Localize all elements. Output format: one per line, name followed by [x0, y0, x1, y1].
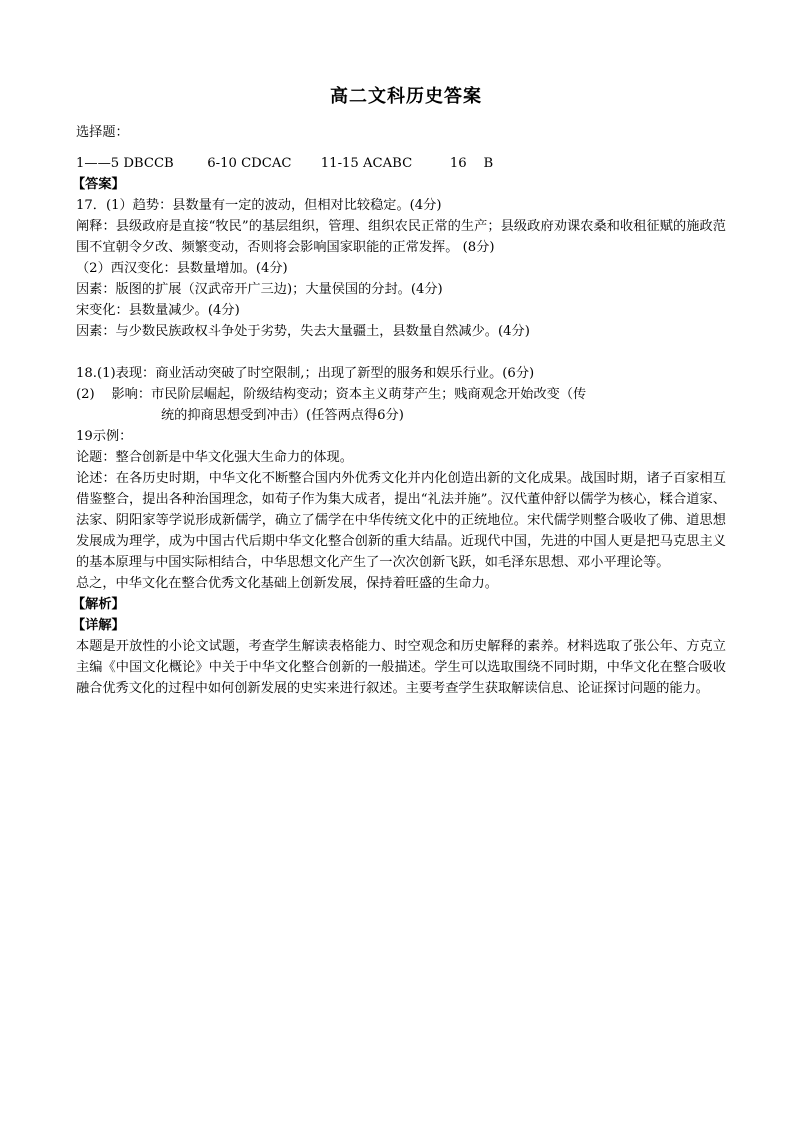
choice-answers: 1——5 DBCCB 6-10 CDCAC 11-15 ACABC 16 B [76, 156, 494, 171]
q19-argument: 论述：在各历史时期，中华文化不断整合国内外优秀文化并内化创造出新的文化成果。战国时期，诸子百家相互借鉴整合，提出各种治国理念，如荀子作为集大成者，提出“礼法并施”。汉代董仲舒以儒学为核心，糅合道家、法家、阴阳家等学说形成新儒学，确立了儒学在中华传统文化中的正统地位。宋代儒学则整合吸收了佛、道思想发展成为理学，成为中国古代后期中华文化整合创新的重大结晶。近现代中国，先进的中国人更是把马克思主义的基本原理与中国实际相结合，中华思想文化产生了一次次创新飞跃，如毛泽东思想、邓小平理论等。 [76, 471, 726, 570]
q19-line-1: 19示例： [76, 429, 133, 444]
q17-line-1: 17．(1）趋势：县数量有一定的波动，但相对比较稳定。(4分) [76, 198, 442, 213]
spacer [76, 143, 726, 153]
analysis-heading: 【解析】 [72, 597, 125, 612]
answer-heading: 【答案】 [72, 177, 125, 192]
q17-line-3: （2）西汉变化：县数量增加。(4分) [76, 261, 288, 276]
choice-label: 选择题： [76, 125, 129, 140]
q18-line-1: 18.(1)表现：商业活动突破了时空限制,；出现了新型的服务和娱乐行业。(6分) [76, 366, 535, 381]
q19-line-2: 论题：整合创新是中华文化强大生命力的体现。 [76, 450, 353, 465]
page-title: 高二文科历史答案 [330, 86, 482, 107]
q17-line-4: 因素：版图的扩展（汉武帝开广三边)；大量侯国的分封。(4分) [76, 282, 443, 297]
q18-line-2: (2) 影响：市民阶层崛起，阶级结构变动；资本主义萌芽产生；贱商观念开始改变（传 [76, 387, 587, 402]
q17-line-6: 因素：与少数民族政权斗争处于劣势，失去大量疆土，县数量自然减少。(4分) [76, 324, 530, 339]
q19-conclusion: 总之，中华文化在整合优秀文化基础上创新发展，保持着旺盛的生命力。 [76, 576, 498, 591]
detail-heading: 【详解】 [72, 618, 125, 633]
q17-line-2: 阐释：县级政府是直接“牧民”的基层组织，管理、组织农民正常的生产；县级政府劝课农桑和收租征赋的施政范围不宜朝令夕改、频繁变动，否则将会影响国家职能的正常发挥。 (8分) [76, 219, 726, 255]
detail-text: 本题是开放性的小论文试题，考查学生解读表格能力、时空观念和历史解释的素养。材料选取了张公年、方克立主编《中国文化概论》中关于中华文化整合创新的一般描述。学生可以选取围绕不同时期，中华文化在整合吸收融合优秀文化的过程中如何创新发展的史实来进行叙述。主要考查学生获取解读信息、论证探讨问题的能力。 [76, 639, 726, 696]
answer-document [72, 82, 726, 699]
q17-line-5: 宋变化：县数量减少。(4分) [76, 303, 240, 318]
q18-line-3: 统的抑商思想受到冲击）(任答两点得6分) [161, 408, 404, 423]
spacer [76, 342, 726, 363]
